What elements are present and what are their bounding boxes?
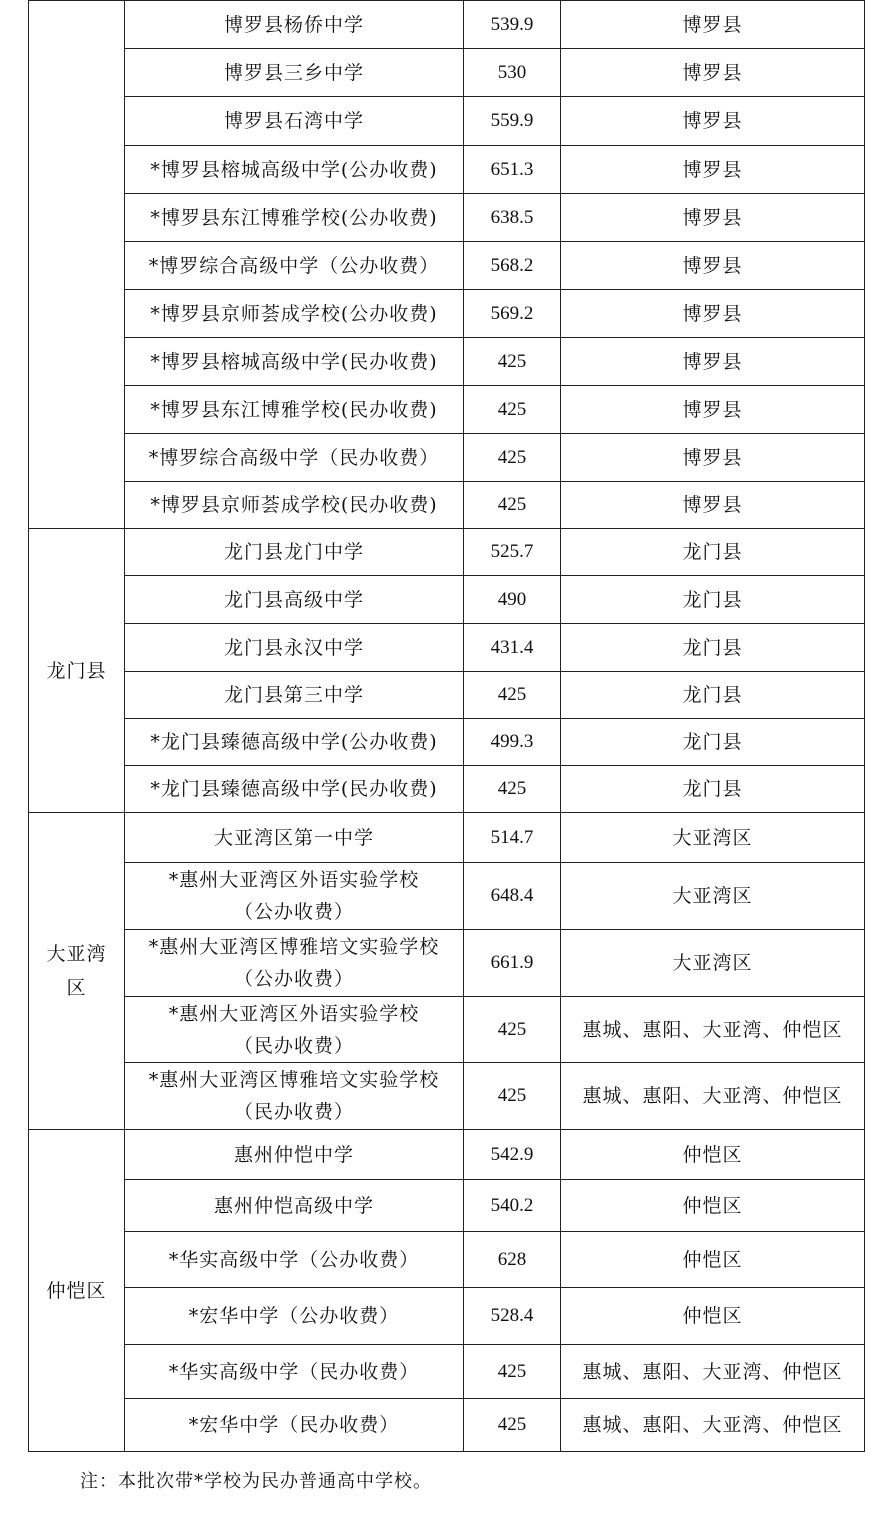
- region-name: 仲恺区: [46, 1279, 107, 1302]
- school-name: *龙门县臻德高级中学(公办收费): [150, 731, 438, 753]
- enrollment-area-cell: 龙门县: [561, 672, 865, 719]
- table-row: [29, 386, 865, 434]
- enrollment-area-cell: 龙门县: [561, 576, 865, 624]
- score-cell: 559.9: [464, 97, 561, 146]
- school-name: *龙门县臻德高级中学(民办收费): [150, 778, 438, 800]
- table-row: [29, 1, 865, 49]
- enrollment-area-cell: 博罗县: [561, 434, 865, 482]
- enrollment-area-cell: 仲恺区: [561, 1232, 865, 1288]
- score-cell: 425: [464, 1063, 561, 1130]
- school-name: 博罗县三乡中学: [223, 61, 364, 84]
- table-row: [29, 930, 865, 997]
- school-name-cell: [125, 766, 464, 813]
- enrollment-area-cell: 大亚湾区: [561, 813, 865, 863]
- score-cell: 528.4: [464, 1288, 561, 1345]
- school-name: 龙门县永汉中学: [223, 636, 364, 659]
- school-name: *惠州大亚湾区外语实验学校: [168, 1002, 420, 1025]
- enrollment-area-cell: 龙门县: [561, 719, 865, 766]
- score-cell: 425: [464, 434, 561, 482]
- enrollment-area-cell: 博罗县: [561, 338, 865, 386]
- table-body: [29, 1, 865, 1452]
- score-cell: 425: [464, 997, 561, 1063]
- region-cell: [29, 1130, 125, 1452]
- school-name-cell: [125, 863, 464, 930]
- school-name-cell: [125, 242, 464, 290]
- score-cell: 661.9: [464, 930, 561, 997]
- school-name-cell: [125, 1130, 464, 1180]
- school-name: （民办收费）: [233, 1034, 354, 1057]
- school-name-cell: [125, 1288, 464, 1345]
- region-cell: [29, 1, 125, 529]
- school-name: *惠州大亚湾区博雅培文实验学校: [148, 936, 440, 958]
- table-row: [29, 338, 865, 386]
- enrollment-area-cell: 博罗县: [561, 49, 865, 97]
- enrollment-area-cell: 仲恺区: [561, 1288, 865, 1345]
- score-cell: 569.2: [464, 290, 561, 338]
- school-name: *博罗县东江博雅学校(公办收费): [150, 206, 438, 229]
- table-row: [29, 1180, 865, 1232]
- enrollment-area-cell: 龙门县: [561, 624, 865, 672]
- school-name: *华实高级中学（公办收费）: [168, 1248, 420, 1271]
- enrollment-area-cell: 博罗县: [561, 290, 865, 338]
- school-name: 博罗县杨侨中学: [223, 13, 364, 36]
- school-name: *博罗县京师荟成学校(公办收费): [150, 302, 438, 325]
- enrollment-area-cell: 惠城、惠阳、大亚湾、仲恺区: [561, 1345, 865, 1399]
- enrollment-area-cell: 惠城、惠阳、大亚湾、仲恺区: [561, 1063, 865, 1130]
- score-cell: 490: [464, 576, 561, 624]
- score-cell: 425: [464, 338, 561, 386]
- table-row: [29, 997, 865, 1063]
- table-row: [29, 97, 865, 146]
- school-name-cell: [125, 1399, 464, 1452]
- table-row: [29, 1399, 865, 1452]
- table-row: [29, 529, 865, 576]
- score-cell: 540.2: [464, 1180, 561, 1232]
- school-name-cell: [125, 146, 464, 194]
- score-cell: 499.3: [464, 719, 561, 766]
- score-cell: 425: [464, 1345, 561, 1399]
- table-row: [29, 434, 865, 482]
- table-row: [29, 194, 865, 242]
- score-cell: 530: [464, 49, 561, 97]
- school-name-cell: [125, 1063, 464, 1130]
- school-name-cell: [125, 1232, 464, 1288]
- table-row: [29, 49, 865, 97]
- score-cell: 568.2: [464, 242, 561, 290]
- school-name-cell: [125, 49, 464, 97]
- score-cell: 425: [464, 482, 561, 529]
- school-name: 大亚湾区第一中学: [213, 826, 374, 849]
- score-cell: 638.5: [464, 194, 561, 242]
- school-name: 博罗县石湾中学: [223, 110, 364, 132]
- enrollment-area-cell: 惠城、惠阳、大亚湾、仲恺区: [561, 997, 865, 1063]
- table-row: [29, 813, 865, 863]
- table-row: [29, 146, 865, 194]
- region-name: 龙门县: [46, 659, 107, 682]
- school-name-cell: [125, 97, 464, 146]
- enrollment-area-cell: 大亚湾区: [561, 863, 865, 930]
- score-cell: 542.9: [464, 1130, 561, 1180]
- enrollment-area-cell: 博罗县: [561, 1, 865, 49]
- school-name-cell: [125, 1, 464, 49]
- table-row: [29, 1288, 865, 1345]
- school-name: *博罗综合高级中学（公办收费）: [148, 254, 440, 277]
- school-name: （民办收费）: [233, 1101, 354, 1123]
- school-name: *宏华中学（公办收费）: [188, 1305, 400, 1327]
- table-row: [29, 1130, 865, 1180]
- school-name: *博罗综合高级中学（民办收费）: [148, 446, 440, 469]
- table-row: [29, 719, 865, 766]
- admission-score-table: [28, 0, 865, 1452]
- school-name: *博罗县京师荟成学校(民办收费): [150, 494, 438, 516]
- footnote: 注：本批次带*学校为民办普通高中学校。: [80, 1471, 432, 1492]
- enrollment-area-cell: 龙门县: [561, 766, 865, 813]
- enrollment-area-cell: 仲恺区: [561, 1180, 865, 1232]
- table-row: [29, 672, 865, 719]
- school-name-cell: [125, 529, 464, 576]
- school-name: （公办收费）: [233, 968, 354, 990]
- table-row: [29, 624, 865, 672]
- region-name-line: 区: [66, 977, 87, 999]
- enrollment-area-cell: 博罗县: [561, 482, 865, 529]
- table-row: [29, 766, 865, 813]
- score-cell: 425: [464, 672, 561, 719]
- table-row: [29, 242, 865, 290]
- enrollment-area-cell: 博罗县: [561, 97, 865, 146]
- school-name-cell: [125, 813, 464, 863]
- score-cell: 525.7: [464, 529, 561, 576]
- school-name-cell: [125, 672, 464, 719]
- school-name-cell: [125, 997, 464, 1063]
- region-cell: [29, 813, 125, 1130]
- score-cell: 648.4: [464, 863, 561, 930]
- table-row: [29, 1063, 865, 1130]
- school-name: *惠州大亚湾区博雅培文实验学校: [148, 1069, 440, 1091]
- score-cell: 425: [464, 386, 561, 434]
- table-row: [29, 576, 865, 624]
- table-row: [29, 290, 865, 338]
- school-name: *博罗县榕城高级中学(公办收费): [150, 158, 438, 181]
- school-name-cell: [125, 434, 464, 482]
- school-name-cell: [125, 338, 464, 386]
- school-name-cell: [125, 576, 464, 624]
- school-name: *博罗县东江博雅学校(民办收费): [150, 398, 438, 421]
- score-cell: 425: [464, 1399, 561, 1452]
- table-row: [29, 482, 865, 529]
- enrollment-area-cell: 博罗县: [561, 386, 865, 434]
- school-name-cell: [125, 624, 464, 672]
- table-row: [29, 863, 865, 930]
- school-name-cell: [125, 930, 464, 997]
- school-name-cell: [125, 1180, 464, 1232]
- table-row: [29, 1345, 865, 1399]
- enrollment-area-cell: 惠城、惠阳、大亚湾、仲恺区: [561, 1399, 865, 1452]
- school-name-cell: [125, 194, 464, 242]
- school-name: *宏华中学（民办收费）: [188, 1414, 400, 1436]
- enrollment-area-cell: 博罗县: [561, 194, 865, 242]
- school-name: 惠州仲恺高级中学: [213, 1194, 374, 1217]
- school-name: 龙门县高级中学: [223, 588, 364, 611]
- school-name-cell: [125, 482, 464, 529]
- score-cell: 431.4: [464, 624, 561, 672]
- school-name: 龙门县第三中学: [223, 684, 364, 706]
- school-name: *博罗县榕城高级中学(民办收费): [150, 350, 438, 373]
- score-cell: 425: [464, 766, 561, 813]
- school-name: 惠州仲恺中学: [233, 1143, 354, 1166]
- table-row: [29, 1232, 865, 1288]
- enrollment-area-cell: 博罗县: [561, 242, 865, 290]
- school-name: 龙门县龙门中学: [223, 541, 364, 563]
- score-cell: 539.9: [464, 1, 561, 49]
- school-name-cell: [125, 1345, 464, 1399]
- enrollment-area-cell: 博罗县: [561, 146, 865, 194]
- score-cell: 651.3: [464, 146, 561, 194]
- region-cell: [29, 529, 125, 813]
- region-name-line: 大亚湾: [46, 943, 107, 965]
- enrollment-area-cell: 大亚湾区: [561, 930, 865, 997]
- school-name: *华实高级中学（民办收费）: [168, 1360, 420, 1383]
- school-name-cell: [125, 719, 464, 766]
- score-cell: 628: [464, 1232, 561, 1288]
- school-name-cell: [125, 290, 464, 338]
- school-name-cell: [125, 386, 464, 434]
- school-name: （公办收费）: [233, 901, 354, 923]
- enrollment-area-cell: 龙门县: [561, 529, 865, 576]
- score-cell: 514.7: [464, 813, 561, 863]
- school-name: *惠州大亚湾区外语实验学校: [168, 869, 420, 891]
- enrollment-area-cell: 仲恺区: [561, 1130, 865, 1180]
